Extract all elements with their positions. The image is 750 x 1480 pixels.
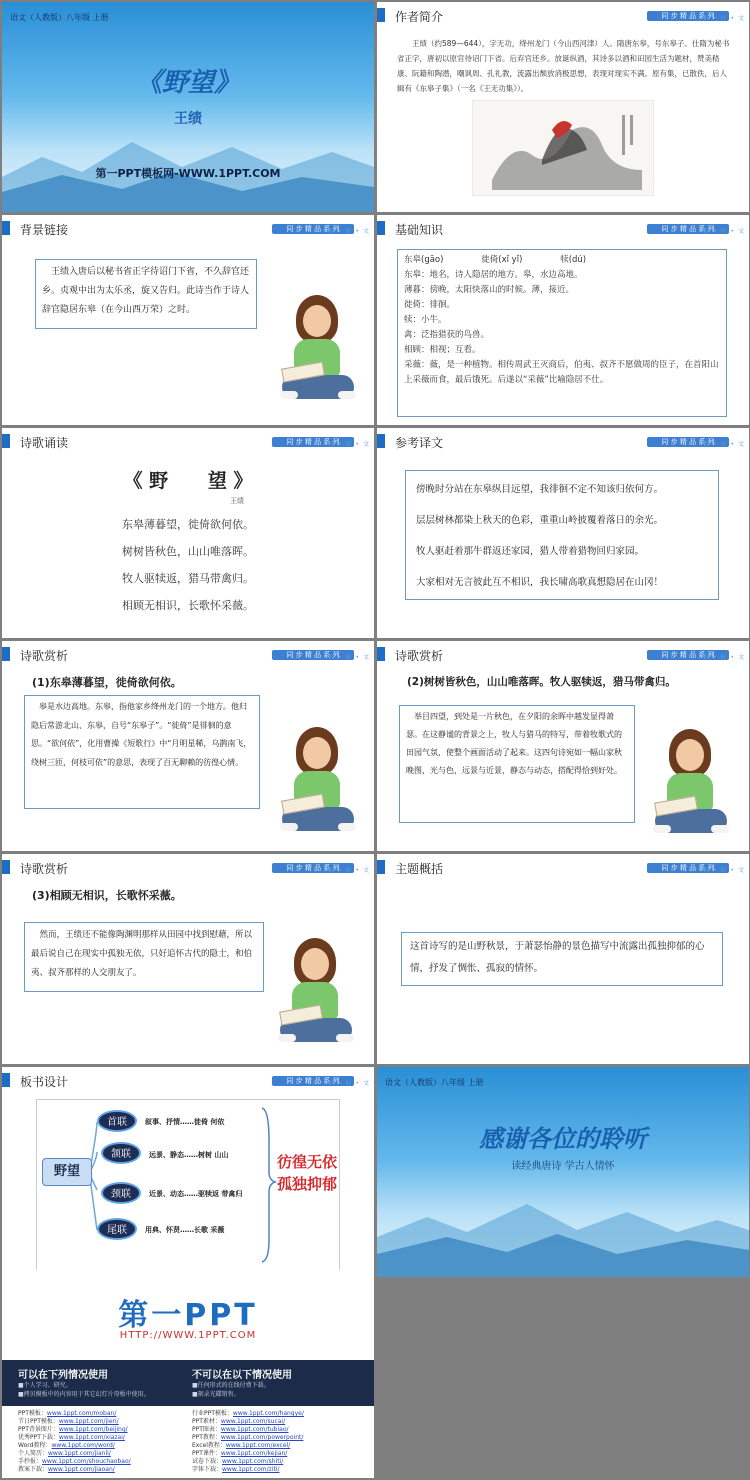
slide-header (2, 215, 374, 241)
poem-line: 树树皆秋色，山山唯落晖。 (122, 545, 254, 558)
mindmap-center: 野望 (42, 1158, 92, 1186)
series-badge: 同 步 精 品 系 列 (272, 650, 354, 660)
slide-theme-summary (377, 854, 749, 1064)
vocab-line: 东皋(gāo) 徙倚(xǐ yǐ) 犊(dú) (404, 255, 587, 265)
vocab-line: 薄暮：傍晚，太阳快落山的时候。薄，接近。 (404, 285, 575, 295)
series-badge: 同 步 精 品 系 列 (647, 224, 729, 234)
slide-author-intro (377, 2, 749, 212)
slide-license (2, 1270, 374, 1478)
badge-dots: 好 • 好 • 文 (703, 441, 745, 448)
slide-analysis-2 (377, 641, 749, 851)
link-row[interactable]: 行业PPT模板：www.1ppt.com/hangye/ (192, 1410, 304, 1417)
badge-dots: 好 • 好 • 文 (328, 1080, 370, 1087)
header-bar (377, 8, 385, 22)
header-title: 诗歌赏析 (20, 862, 69, 876)
brand-url: HTTP://WWW.1PPT.COM (119, 1330, 257, 1341)
link-row[interactable]: 手抄报：www.1ppt.com/shouchaobao/ (18, 1458, 131, 1465)
ink-painting-image (472, 100, 654, 196)
slide-header (2, 641, 374, 667)
badge-dots: 好 • 好 • 文 (328, 654, 370, 661)
slide-header (377, 215, 749, 241)
can-use-item: ■个人学习、研究。 (18, 1382, 72, 1389)
slide-header (377, 854, 749, 880)
header-bar (2, 221, 10, 235)
vocab-line: 东皋：地名，诗人隐居的地方。皋，水边高地。 (404, 270, 583, 280)
cover-tag: 语文（人教版）八年级 上册 (10, 13, 109, 22)
theme-text: 这首诗写的是山野秋景，于萧瑟怡静的景色描写中流露出孤独抑郁的心情，抒发了惆怅、孤寂的情怀。 (401, 932, 723, 986)
badge-dots: 好 • 好 • 文 (328, 441, 370, 448)
link-row[interactable]: 优秀PPT下载：www.1ppt.com/xiazai/ (18, 1434, 125, 1441)
series-badge: 同 步 精 品 系 列 (647, 650, 729, 660)
series-badge: 同 步 精 品 系 列 (272, 863, 354, 873)
header-title: 主题概括 (395, 862, 444, 876)
mindmap-node: 首联 (97, 1110, 137, 1132)
brand-logo: 第一PPT (118, 1298, 258, 1333)
link-row[interactable]: PPT课件：www.1ppt.com/kejian/ (192, 1450, 288, 1457)
author-text: 王绩（约589—644），字无功，绛州龙门（今山西河津）人。隋唐东皋，号东皋子。仕隋为秘书省正字，唐初以原官待诏门下省。后弃官还乡。放诞纵酒，其诗多以酒和田园生活为题材，赞美嵇康、阮籍和陶潜，嘲讽周、孔礼教，流露出颓放消极思想，表现对现实不满。原有集，已散佚，后人辑有《东皋子集》（一名《王无功集》）。 (397, 39, 730, 93)
link-row[interactable]: PPT模板：www.1ppt.com/moban/ (18, 1410, 117, 1417)
link-row[interactable]: 字体下载：www.1ppt.com/ziti/ (192, 1466, 280, 1473)
mindmap-board (36, 1099, 340, 1271)
thanks-title: 感谢各位的聆听 (479, 1125, 647, 1153)
header-bar (2, 1073, 10, 1087)
translation-line: 傍晚时分站在东皋纵目远望，我徘徊不定不知该归依何方。 (416, 484, 664, 495)
header-bar (2, 434, 10, 448)
can-use-item: ■拷贝模板中的内容用于其它幻灯片母板中使用。 (18, 1391, 150, 1398)
slide-header (377, 428, 749, 454)
header-title: 诗歌诵读 (20, 436, 69, 450)
link-row[interactable]: 节日PPT模板：www.1ppt.com/jieri/ (18, 1418, 119, 1425)
cover-tag: 语文（人教版）八年级 上册 (385, 1078, 484, 1087)
slide-header (2, 1067, 374, 1093)
header-title: 基础知识 (395, 223, 444, 237)
translation-box (405, 470, 719, 600)
link-row[interactable]: PPT教程：www.1ppt.com/powerpoint/ (192, 1434, 304, 1441)
header-bar (377, 647, 385, 661)
reading-girl-image (276, 938, 356, 1048)
can-use-title: 可以在下列情况使用 (18, 1370, 108, 1381)
slide-poem-reading (2, 428, 374, 638)
cannot-use-title: 不可以在以下情况使用 (192, 1370, 292, 1381)
translation-line: 牧人驱赶着那牛群返还家园，猎人带着猎物回归家园。 (416, 546, 645, 557)
link-row[interactable]: 个人简历：www.1ppt.com/jianli/ (18, 1450, 111, 1457)
poem-line: 牧人驱犊返，猎马带禽归。 (122, 572, 254, 585)
vocab-line: 禽：泛指猎获的鸟兽。 (404, 330, 490, 340)
slide-cover (2, 2, 374, 212)
link-row[interactable]: 教案下载：www.1ppt.com/jiaoan/ (18, 1466, 115, 1473)
mindmap-node: 颈联 (101, 1182, 141, 1204)
analysis-heading: (1)东皋薄暮望，徙倚欲何依。 (32, 676, 182, 689)
slide-thanks (377, 1067, 749, 1277)
series-badge: 同 步 精 品 系 列 (272, 1076, 354, 1086)
translation-line: 层层树林都染上秋天的色彩，重重山岭披覆着落日的余光。 (416, 515, 664, 526)
poem-author: 王绩 (230, 497, 244, 505)
link-row[interactable]: Word教程：www.1ppt.com/word/ (18, 1442, 115, 1449)
mindmap-node-text: 用典、怀贤……长歌 采薇 (145, 1226, 225, 1234)
links-left (18, 1410, 131, 1474)
badge-dots: 好 • 好 • 文 (328, 867, 370, 874)
link-row[interactable]: Excel教程：www.1ppt.com/excel/ (192, 1442, 291, 1449)
header-title: 参考译文 (395, 436, 444, 450)
background-text: 王绩入唐后以秘书省正字待诏门下省，不久辞官还乡。贞观中出为太乐丞，旋又告归。此诗当作于诗人辞官隐居东皋（在今山西万荣）之时。 (35, 259, 257, 329)
reading-girl-image (651, 729, 731, 839)
poem-line: 东皋薄暮望，徙倚欲何依。 (122, 518, 254, 531)
vocab-line: 犊：小牛。 (404, 315, 447, 325)
slide-board-design (2, 1067, 374, 1277)
mindmap-node-text: 远景、静态……树树 山山 (149, 1151, 229, 1159)
cover-site: 第一PPT模板网-WWW.1PPT.COM (95, 167, 281, 180)
badge-dots: 好 • 好 • 文 (703, 228, 745, 235)
poem-line: 相顾无相识，长歌怀采薇。 (122, 599, 254, 612)
reading-girl-image (278, 727, 358, 837)
slide-header (2, 428, 374, 454)
slide-header (2, 854, 374, 880)
links-right (192, 1410, 304, 1474)
header-bar (2, 647, 10, 661)
analysis-text: 然而，王绩还不能像陶渊明那样从田园中找到慰藉，所以最后说自己在现实中孤独无依，只好追怀古代的隐士，和伯夷、叔齐那样的人交朋友了。 (24, 922, 264, 992)
link-row[interactable]: PPT图表：www.1ppt.com/tubiao/ (192, 1426, 289, 1433)
vocab-line: 采薇：薇，是一种植物。相传周武王灭商后，伯夷、叔齐不愿做周的臣子，在首阳山上采薇而食，最后饿死。后遂以“采薇”比喻隐居不仕。 (404, 360, 719, 385)
badge-dots: 好 • 好 • 文 (703, 654, 745, 661)
badge-dots: 好 • 好 • 文 (328, 228, 370, 235)
slide-translation (377, 428, 749, 638)
link-row[interactable]: 试卷下载：www.1ppt.com/shiti/ (192, 1458, 284, 1465)
vocabulary-box (397, 249, 727, 417)
slide-header (377, 2, 749, 28)
poem-title: 《 野 望 》 (123, 470, 253, 492)
series-badge: 同 步 精 品 系 列 (647, 11, 729, 21)
thanks-subtitle: 读经典唐诗 学古人情怀 (511, 1161, 615, 1172)
summary-text: 孤独抑郁 (277, 1175, 338, 1193)
summary-text: 彷徨无依 (277, 1153, 338, 1171)
slide-background (2, 215, 374, 425)
reading-girl-image (278, 295, 358, 405)
vocab-line: 相顾：相视；互看。 (404, 345, 481, 355)
cover-author: 王绩 (174, 111, 202, 127)
translation-line: 大家相对无言彼此互不相识，我长啸高歌真想隐居在山冈！ (416, 577, 664, 588)
series-badge: 同 步 精 品 系 列 (272, 437, 354, 447)
analysis-text: 举目四望，到处是一片秋色，在夕阳的余晖中越发显得萧瑟。在这静谧的背景之上，牧人与猎马的特写，带着牧歌式的田园气氛，使整个画面活动了起来。这四句诗宛如一幅山家秋晚图，光与色，远景与近景，静态与动态，搭配得恰到好处。 (399, 705, 635, 823)
header-title: 作者简介 (395, 10, 444, 24)
badge-dots: 好 • 好 • 文 (703, 867, 745, 874)
header-title: 板书设计 (20, 1075, 69, 1089)
series-badge: 同 步 精 品 系 列 (647, 863, 729, 873)
mindmap-node: 颔联 (101, 1142, 141, 1164)
header-bar (2, 860, 10, 874)
mountain-graphic (377, 1182, 749, 1277)
slide-basic-knowledge (377, 215, 749, 425)
cover-title: 《野望》 (135, 68, 240, 98)
header-bar (377, 221, 385, 235)
header-title: 背景链接 (20, 223, 69, 237)
series-badge: 同 步 精 品 系 列 (647, 437, 729, 447)
slide-analysis-3 (2, 854, 374, 1064)
mindmap-node-text: 叙事、抒情……徙倚 何依 (145, 1118, 225, 1126)
slide-header (377, 641, 749, 667)
cannot-use-item: ■任何形式的在线付费下载。 (192, 1382, 270, 1389)
badge-dots: 好 • 好 • 文 (703, 15, 745, 22)
series-badge: 同 步 精 品 系 列 (272, 224, 354, 234)
analysis-text: 皋是水边高地。东皋，指他家乡绛州龙门的一个地方。他归隐后常游北山、东皋，自号“东皋子”。“徙倚”是徘徊的意思。“欲何依”，化用曹操《短歌行》中“月明星稀，乌鹊南飞，绕树三匝，何枝可依”的意思，表现了百无聊赖的彷徨心情。 (24, 695, 260, 809)
vocab-line: 徙倚：徘徊。 (404, 300, 456, 310)
slide-analysis-1 (2, 641, 374, 851)
mindmap-node-text: 近景、动态……驱犊返 带禽归 (149, 1190, 243, 1198)
header-title: 诗歌赏析 (395, 649, 444, 663)
link-row[interactable]: PPT背景图片：www.1ppt.com/beijing/ (18, 1426, 128, 1433)
cannot-use-item: ■刻录光碟销售。 (192, 1391, 240, 1398)
header-bar (377, 860, 385, 874)
analysis-heading: (3)相顾无相识，长歌怀采薇。 (32, 889, 182, 902)
link-row[interactable]: PPT素材：www.1ppt.com/sucai/ (192, 1418, 286, 1425)
analysis-heading: (2)树树皆秋色，山山唯落晖。牧人驱犊返，猎马带禽归。 (407, 676, 676, 688)
mindmap-node: 尾联 (97, 1218, 137, 1240)
header-title: 诗歌赏析 (20, 649, 69, 663)
header-bar (377, 434, 385, 448)
